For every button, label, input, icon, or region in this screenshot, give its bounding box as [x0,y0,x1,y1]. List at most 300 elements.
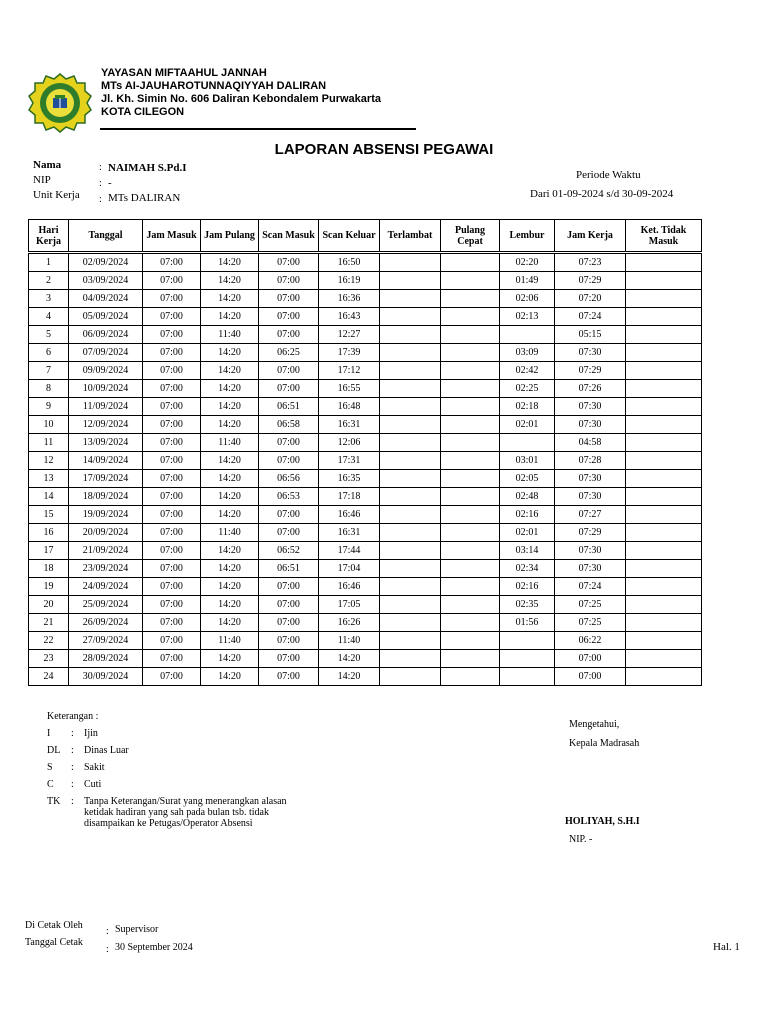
cell-tanggal: 12/09/2024 [69,416,143,434]
table-row [29,560,702,578]
cell-hari-kerja: 18 [29,560,69,578]
cell-scan-masuk: 06:51 [259,398,319,416]
cell-terlambat [380,434,441,452]
cell-ket-tidak-masuk [626,253,702,272]
legend-code: TK [47,796,61,807]
cell-hari-kerja: 20 [29,596,69,614]
cell-jam-masuk: 07:00 [143,362,201,380]
cell-jam-pulang: 11:40 [201,434,259,452]
unit-value: MTs DALIRAN [108,192,181,204]
cell-terlambat [380,632,441,650]
cell-terlambat [380,272,441,290]
cell-hari-kerja: 5 [29,326,69,344]
table-row [29,614,702,632]
cell-scan-masuk: 06:25 [259,344,319,362]
cell-hari-kerja: 2 [29,272,69,290]
cell-lembur [500,632,555,650]
column-header-jam-pulang: Jam Pulang [201,220,259,253]
cell-hari-kerja: 17 [29,542,69,560]
cell-jam-masuk: 07:00 [143,614,201,632]
known-label: Mengetahui, [569,719,620,730]
cell-pulang-cepat [441,416,500,434]
cell-lembur: 01:49 [500,272,555,290]
cell-scan-masuk: 07:00 [259,650,319,668]
table-row [29,542,702,560]
cell-terlambat [380,308,441,326]
cell-lembur: 02:16 [500,578,555,596]
school-name: MTs AI-JAUHAROTUNNAQIYYAH DALIRAN [101,80,327,92]
cell-pulang-cepat [441,308,500,326]
cell-tanggal: 10/09/2024 [69,380,143,398]
cell-scan-masuk: 07:00 [259,380,319,398]
print-date-label: Tanggal Cetak [25,937,83,948]
cell-tanggal: 21/09/2024 [69,542,143,560]
column-header-scan-keluar: Scan Keluar [319,220,380,253]
column-header-jam-masuk: Jam Masuk [143,220,201,253]
column-header-jam-kerja: Jam Kerja [555,220,626,253]
cell-jam-pulang: 14:20 [201,506,259,524]
cell-ket-tidak-masuk [626,524,702,542]
cell-scan-masuk: 07:00 [259,434,319,452]
cell-terlambat [380,344,441,362]
cell-hari-kerja: 12 [29,452,69,470]
cell-jam-masuk: 07:00 [143,668,201,686]
cell-tanggal: 26/09/2024 [69,614,143,632]
cell-jam-pulang: 14:20 [201,253,259,272]
cell-terlambat [380,290,441,308]
cell-scan-keluar: 16:43 [319,308,380,326]
cell-scan-masuk: 06:52 [259,542,319,560]
table-row [29,668,702,686]
cell-hari-kerja: 8 [29,380,69,398]
cell-jam-pulang: 14:20 [201,668,259,686]
cell-ket-tidak-masuk [626,290,702,308]
cell-ket-tidak-masuk [626,272,702,290]
printed-by-colon: : [106,926,109,937]
cell-ket-tidak-masuk [626,380,702,398]
cell-tanggal: 24/09/2024 [69,578,143,596]
cell-jam-pulang: 11:40 [201,326,259,344]
cell-jam-kerja: 07:00 [555,650,626,668]
table-row [29,416,702,434]
cell-tanggal: 02/09/2024 [69,253,143,272]
legend-title: Keterangan : [47,711,99,722]
cell-terlambat [380,362,441,380]
cell-lembur: 02:34 [500,560,555,578]
foundation-name: YAYASAN MIFTAAHUL JANNAH [101,67,267,79]
cell-scan-masuk: 07:00 [259,290,319,308]
table-row [29,452,702,470]
cell-jam-pulang: 14:20 [201,272,259,290]
cell-scan-masuk: 07:00 [259,614,319,632]
legend-colon: : [71,796,74,807]
cell-scan-masuk: 07:00 [259,452,319,470]
cell-lembur: 02:18 [500,398,555,416]
name-colon: : [99,162,102,173]
cell-hari-kerja: 9 [29,398,69,416]
cell-pulang-cepat [441,380,500,398]
cell-tanggal: 20/09/2024 [69,524,143,542]
printed-by-value: Supervisor [115,924,159,935]
cell-jam-masuk: 07:00 [143,272,201,290]
page-number: Hal. 1 [713,941,740,953]
cell-scan-keluar: 14:20 [319,650,380,668]
cell-scan-masuk: 07:00 [259,578,319,596]
cell-jam-masuk: 07:00 [143,398,201,416]
column-header-scan-masuk: Scan Masuk [259,220,319,253]
cell-hari-kerja: 13 [29,470,69,488]
column-header-lembur: Lembur [500,220,555,253]
cell-scan-keluar: 16:36 [319,290,380,308]
cell-jam-pulang: 14:20 [201,542,259,560]
table-row [29,434,702,452]
cell-lembur: 02:16 [500,506,555,524]
cell-jam-pulang: 14:20 [201,596,259,614]
table-row [29,344,702,362]
cell-jam-pulang: 14:20 [201,362,259,380]
principal-nip: NIP. - [569,834,593,845]
cell-jam-masuk: 07:00 [143,596,201,614]
cell-lembur: 03:09 [500,344,555,362]
cell-jam-pulang: 14:20 [201,308,259,326]
cell-jam-kerja: 07:30 [555,344,626,362]
cell-ket-tidak-masuk [626,434,702,452]
cell-jam-masuk: 07:00 [143,542,201,560]
cell-terlambat [380,416,441,434]
cell-tanggal: 13/09/2024 [69,434,143,452]
cell-ket-tidak-masuk [626,398,702,416]
cell-terlambat [380,560,441,578]
legend-colon: : [71,779,74,790]
cell-terlambat [380,542,441,560]
cell-lembur: 03:01 [500,452,555,470]
cell-pulang-cepat [441,650,500,668]
cell-jam-masuk: 07:00 [143,344,201,362]
legend-desc: Ijin [84,728,98,739]
legend-code: I [47,728,51,739]
cell-ket-tidak-masuk [626,596,702,614]
table-row [29,524,702,542]
table-row [29,380,702,398]
cell-pulang-cepat [441,506,500,524]
cell-scan-masuk: 07:00 [259,632,319,650]
cell-pulang-cepat [441,398,500,416]
cell-tanggal: 07/09/2024 [69,344,143,362]
cell-jam-pulang: 14:20 [201,614,259,632]
cell-jam-pulang: 14:20 [201,452,259,470]
cell-scan-keluar: 16:31 [319,524,380,542]
cell-hari-kerja: 3 [29,290,69,308]
nip-value: - [108,177,112,189]
cell-scan-masuk: 07:00 [259,272,319,290]
legend-code: C [47,779,54,790]
cell-lembur: 02:42 [500,362,555,380]
cell-jam-pulang: 14:20 [201,578,259,596]
cell-ket-tidak-masuk [626,326,702,344]
cell-scan-masuk: 07:00 [259,506,319,524]
report-title: LAPORAN ABSENSI PEGAWAI [274,141,494,158]
cell-scan-keluar: 12:06 [319,434,380,452]
cell-jam-pulang: 14:20 [201,380,259,398]
cell-pulang-cepat [441,668,500,686]
cell-jam-kerja: 07:29 [555,524,626,542]
cell-jam-kerja: 07:30 [555,398,626,416]
cell-scan-masuk: 06:56 [259,470,319,488]
cell-jam-pulang: 14:20 [201,470,259,488]
table-row [29,308,702,326]
cell-hari-kerja: 15 [29,506,69,524]
table-row [29,632,702,650]
cell-jam-pulang: 14:20 [201,344,259,362]
cell-ket-tidak-masuk [626,560,702,578]
cell-lembur [500,434,555,452]
cell-ket-tidak-masuk [626,542,702,560]
cell-ket-tidak-masuk [626,506,702,524]
cell-terlambat [380,668,441,686]
cell-lembur: 02:13 [500,308,555,326]
cell-jam-masuk: 07:00 [143,308,201,326]
cell-jam-kerja: 07:30 [555,542,626,560]
school-logo [28,73,92,133]
cell-ket-tidak-masuk [626,614,702,632]
cell-lembur: 02:35 [500,596,555,614]
cell-jam-masuk: 07:00 [143,434,201,452]
cell-jam-masuk: 07:00 [143,632,201,650]
cell-hari-kerja: 21 [29,614,69,632]
header-divider [100,128,416,130]
cell-jam-kerja: 07:25 [555,596,626,614]
cell-jam-masuk: 07:00 [143,253,201,272]
cell-tanggal: 14/09/2024 [69,452,143,470]
cell-jam-kerja: 07:30 [555,488,626,506]
cell-jam-kerja: 07:23 [555,253,626,272]
cell-scan-keluar: 17:04 [319,560,380,578]
cell-scan-masuk: 07:00 [259,326,319,344]
cell-jam-masuk: 07:00 [143,416,201,434]
principal-name: HOLIYAH, S.H.I [565,816,640,827]
cell-pulang-cepat [441,488,500,506]
cell-pulang-cepat [441,470,500,488]
cell-tanggal: 04/09/2024 [69,290,143,308]
cell-jam-masuk: 07:00 [143,326,201,344]
table-row [29,290,702,308]
cell-tanggal: 11/09/2024 [69,398,143,416]
cell-lembur: 02:06 [500,290,555,308]
legend-code: DL [47,745,61,756]
table-row [29,362,702,380]
cell-jam-masuk: 07:00 [143,506,201,524]
cell-scan-keluar: 16:55 [319,380,380,398]
unit-colon: : [99,194,102,205]
table-header-row [29,220,702,253]
cell-jam-kerja: 07:30 [555,416,626,434]
cell-lembur: 03:14 [500,542,555,560]
cell-tanggal: 30/09/2024 [69,668,143,686]
cell-jam-masuk: 07:00 [143,470,201,488]
column-header-pulang-cepat: Pulang Cepat [441,220,500,253]
cell-jam-kerja: 07:28 [555,452,626,470]
cell-hari-kerja: 23 [29,650,69,668]
cell-scan-masuk: 06:58 [259,416,319,434]
cell-tanggal: 23/09/2024 [69,560,143,578]
cell-pulang-cepat [441,272,500,290]
cell-scan-keluar: 16:48 [319,398,380,416]
cell-scan-masuk: 07:00 [259,308,319,326]
column-header-terlambat: Terlambat [380,220,441,253]
cell-scan-keluar: 12:27 [319,326,380,344]
cell-terlambat [380,614,441,632]
cell-lembur: 02:25 [500,380,555,398]
cell-scan-keluar: 16:31 [319,416,380,434]
cell-jam-kerja: 06:22 [555,632,626,650]
cell-ket-tidak-masuk [626,452,702,470]
cell-ket-tidak-masuk [626,668,702,686]
cell-jam-pulang: 14:20 [201,560,259,578]
cell-lembur: 02:20 [500,253,555,272]
printed-by-label: Di Cetak Oleh [25,920,83,931]
cell-jam-pulang: 11:40 [201,524,259,542]
column-header-hari-kerja: Hari Kerja [29,220,69,253]
legend-colon: : [71,728,74,739]
cell-ket-tidak-masuk [626,632,702,650]
cell-jam-kerja: 07:27 [555,506,626,524]
cell-terlambat [380,650,441,668]
nip-colon: : [99,178,102,189]
cell-pulang-cepat [441,253,500,272]
cell-scan-keluar: 17:05 [319,596,380,614]
school-city: KOTA CILEGON [101,106,185,118]
cell-hari-kerja: 4 [29,308,69,326]
cell-tanggal: 17/09/2024 [69,470,143,488]
table-row [29,326,702,344]
cell-jam-pulang: 14:20 [201,290,259,308]
cell-hari-kerja: 22 [29,632,69,650]
cell-ket-tidak-masuk [626,344,702,362]
cell-hari-kerja: 6 [29,344,69,362]
cell-scan-masuk: 07:00 [259,362,319,380]
table-row [29,272,702,290]
cell-pulang-cepat [441,542,500,560]
cell-terlambat [380,578,441,596]
cell-jam-kerja: 07:00 [555,668,626,686]
cell-ket-tidak-masuk [626,416,702,434]
cell-pulang-cepat [441,434,500,452]
cell-scan-keluar: 17:12 [319,362,380,380]
cell-terlambat [380,524,441,542]
cell-hari-kerja: 1 [29,253,69,272]
table-row [29,470,702,488]
cell-tanggal: 05/09/2024 [69,308,143,326]
unit-label: Unit Kerja [33,189,80,201]
cell-lembur: 02:48 [500,488,555,506]
cell-hari-kerja: 11 [29,434,69,452]
period-range: Dari 01-09-2024 s/d 30-09-2024 [530,188,674,200]
cell-ket-tidak-masuk [626,488,702,506]
cell-jam-kerja: 07:29 [555,362,626,380]
cell-scan-masuk: 07:00 [259,253,319,272]
cell-jam-kerja: 05:15 [555,326,626,344]
cell-hari-kerja: 19 [29,578,69,596]
cell-scan-keluar: 17:44 [319,542,380,560]
cell-tanggal: 06/09/2024 [69,326,143,344]
cell-jam-pulang: 14:20 [201,488,259,506]
cell-hari-kerja: 10 [29,416,69,434]
cell-tanggal: 19/09/2024 [69,506,143,524]
cell-scan-keluar: 14:20 [319,668,380,686]
column-header-ket-tidak-masuk: Ket. Tidak Masuk [626,220,702,253]
table-row [29,650,702,668]
legend-desc: Cuti [84,779,102,790]
cell-jam-masuk: 07:00 [143,380,201,398]
cell-hari-kerja: 16 [29,524,69,542]
cell-terlambat [380,596,441,614]
cell-pulang-cepat [441,290,500,308]
cell-terlambat [380,488,441,506]
cell-ket-tidak-masuk [626,362,702,380]
cell-tanggal: 28/09/2024 [69,650,143,668]
cell-pulang-cepat [441,632,500,650]
cell-ket-tidak-masuk [626,470,702,488]
cell-jam-kerja: 07:26 [555,380,626,398]
cell-jam-masuk: 07:00 [143,452,201,470]
cell-lembur: 01:56 [500,614,555,632]
cell-hari-kerja: 7 [29,362,69,380]
cell-scan-keluar: 16:35 [319,470,380,488]
cell-scan-keluar: 16:50 [319,253,380,272]
legend-desc: Sakit [84,762,105,773]
cell-terlambat [380,452,441,470]
cell-scan-masuk: 07:00 [259,668,319,686]
cell-scan-masuk: 07:00 [259,524,319,542]
cell-pulang-cepat [441,362,500,380]
cell-hari-kerja: 14 [29,488,69,506]
cell-scan-keluar: 16:46 [319,578,380,596]
cell-jam-kerja: 07:30 [555,470,626,488]
cell-lembur [500,326,555,344]
print-date-value: 30 September 2024 [115,942,193,953]
table-row [29,398,702,416]
cell-jam-kerja: 07:20 [555,290,626,308]
cell-tanggal: 03/09/2024 [69,272,143,290]
cell-scan-keluar: 17:31 [319,452,380,470]
table-row [29,596,702,614]
cell-terlambat [380,253,441,272]
cell-jam-kerja: 07:25 [555,614,626,632]
cell-jam-pulang: 11:40 [201,632,259,650]
cell-tanggal: 27/09/2024 [69,632,143,650]
name-value: NAIMAH S.Pd.I [108,162,187,174]
cell-ket-tidak-masuk [626,308,702,326]
cell-jam-masuk: 07:00 [143,650,201,668]
cell-scan-keluar: 16:46 [319,506,380,524]
cell-scan-keluar: 17:18 [319,488,380,506]
cell-tanggal: 09/09/2024 [69,362,143,380]
print-date-colon: : [106,944,109,955]
cell-terlambat [380,326,441,344]
cell-terlambat [380,380,441,398]
school-address: Jl. Kh. Simin No. 606 Daliran Kebondalem Purwakarta [101,93,381,105]
legend-colon: : [71,745,74,756]
cell-pulang-cepat [441,578,500,596]
cell-scan-masuk: 06:53 [259,488,319,506]
cell-jam-masuk: 07:00 [143,578,201,596]
period-label: Periode Waktu [576,169,641,181]
cell-jam-kerja: 04:58 [555,434,626,452]
cell-scan-masuk: 07:00 [259,596,319,614]
legend-colon: : [71,762,74,773]
cell-jam-kerja: 07:29 [555,272,626,290]
cell-tanggal: 18/09/2024 [69,488,143,506]
